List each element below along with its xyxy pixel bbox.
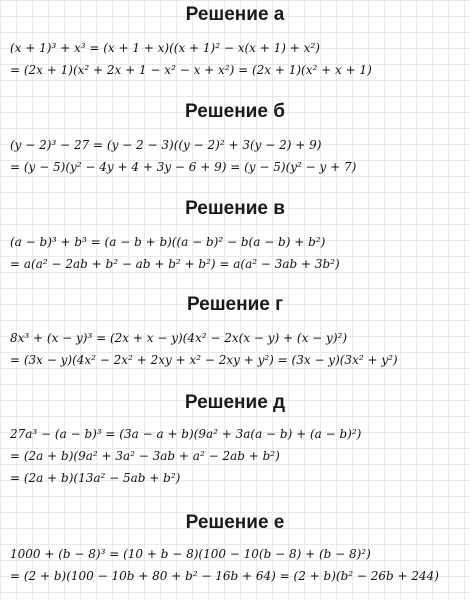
solution-d-line-1: 27a³ − (a − b)³ = (3a − a + b)(9a² + 3a(a − b) + (a − b)²)	[10, 427, 362, 441]
solution-d	[0, 392, 470, 492]
solution-g-heading: Решение г	[186, 294, 284, 315]
solution-b-line-2: = (y − 5)(y² − 4y + 4 + 3y − 6 + 9) = (y − 5)(y² − y + 7)	[10, 160, 357, 174]
solution-e-heading: Решение е	[185, 512, 285, 533]
solution-v-heading: Решение в	[185, 198, 285, 219]
solution-g-line-2: = (3x − y)(4x² − 2x² + 2xy + x² − 2xy + y²) = (3x − y)(3x² + y²)	[10, 353, 398, 367]
solution-b	[0, 101, 470, 179]
solution-a-line-2: = (2x + 1)(x² + 2x + 1 − x² − x + x²) = (2x + 1)(x² + x + 1)	[10, 63, 372, 77]
solution-a-heading: Решение а	[185, 4, 285, 25]
solution-g-line-1: 8x³ + (x − y)³ = (2x + x − y)(4x² − 2x(x − y) + (x − y)²)	[10, 331, 348, 345]
solution-a-line-1: (x + 1)³ + x³ = (x + 1 + x)((x + 1)² − x(x + 1) + x²)	[10, 41, 320, 55]
solution-v	[0, 198, 470, 276]
solution-d-heading: Решение д	[184, 392, 286, 413]
solution-d-line-3: = (2a + b)(13a² − 5ab + b²)	[10, 471, 181, 485]
solution-e-line-1: 1000 + (b − 8)³ = (10 + b − 8)(100 − 10(b − 8) + (b − 8)²)	[10, 547, 371, 561]
solution-b-line-1: (y − 2)³ − 27 = (y − 2 − 3)((y − 2)² + 3(y − 2) + 9)	[10, 138, 322, 152]
solution-v-line-1: (a − b)³ + b³ = (a − b + b)((a − b)² − b(a − b) + b²)	[10, 235, 326, 249]
solution-v-line-2: = a(a² − 2ab + b² − ab + b² + b²) = a(a² − 3ab + 3b²)	[10, 257, 340, 271]
solution-a	[0, 4, 470, 82]
solution-b-heading: Решение б	[185, 101, 285, 122]
solution-e	[0, 512, 470, 592]
solution-g	[0, 294, 470, 372]
solution-e-line-2: = (2 + b)(100 − 10b + 80 + b² − 16b + 64) = (2 + b)(b² − 26b + 244)	[10, 569, 439, 583]
solution-d-line-2: = (2a + b)(9a² + 3a² − 3ab + a² − 2ab + b²)	[10, 449, 280, 463]
